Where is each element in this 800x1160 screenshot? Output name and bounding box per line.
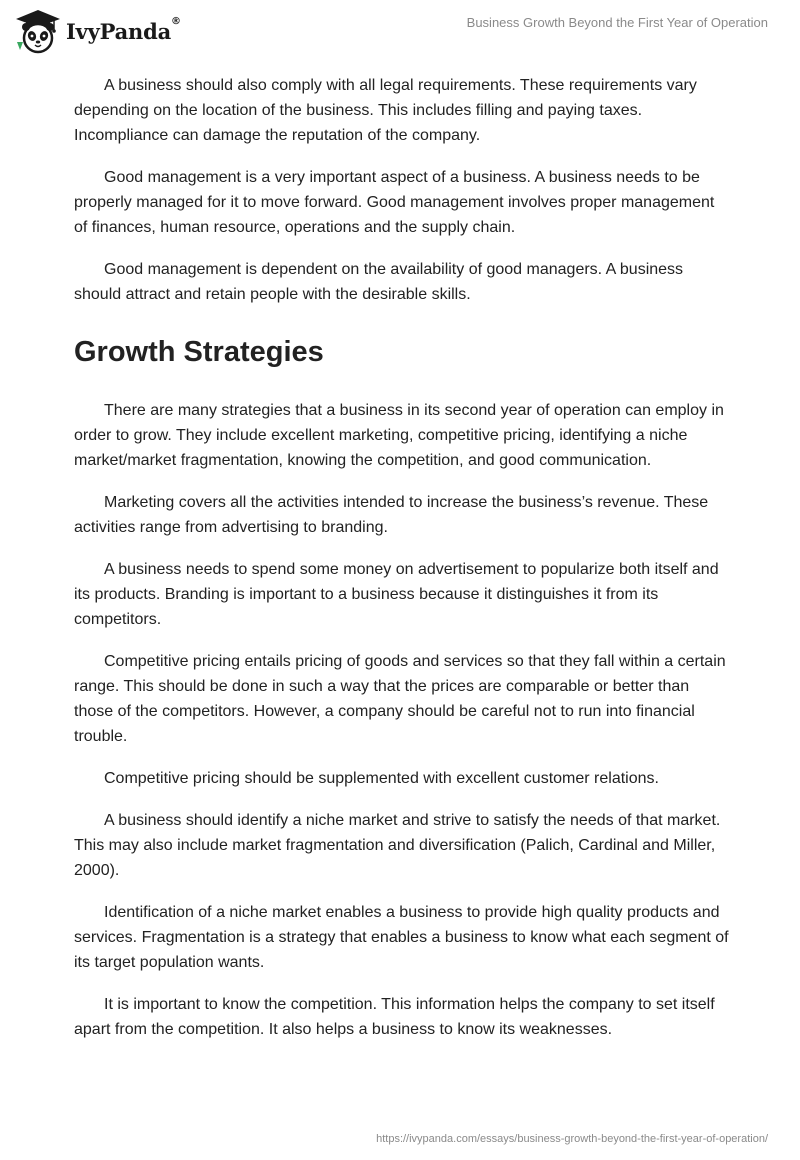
paragraph-niche-market: A business should identify a niche market and strive to satisfy the needs of that market. This may also include market fragmentation and diversification (Palich, Cardinal and Miller, 2000).: [74, 812, 721, 879]
ivypanda-logo[interactable]: [14, 8, 181, 54]
paragraph-legal-requirements: A business should also comply with all legal requirements. These requirements vary depending on the location of the business. This includes filling and paying taxes. Incompliance can damage the reputation of the company.: [74, 77, 697, 144]
paragraph-customer-relations: Competitive pricing should be supplemented with excellent customer relations.: [104, 770, 659, 787]
registered-mark: ®: [171, 15, 181, 27]
paragraph-advertisement: A business needs to spend some money on advertisement to popularize both itself and its products. Branding is important to a business because it distinguishes it from its competitors.: [74, 561, 719, 628]
paragraph-strategies-overview: There are many strategies that a business in its second year of operation can employ in order to grow. They include excellent marketing, competitive pricing, identifying a niche market/market fragmentation, knowing the competition, and good communication.: [74, 402, 724, 469]
paragraph-competitive-pricing: Competitive pricing entails pricing of goods and services so that they fall within a certain range. This should be done in such a way that the prices are comparable or better than those of the competitors. However, a company should be careful not to run into financial trouble.: [74, 653, 726, 745]
paragraph-competition: It is important to know the competition. This information helps the company to set itself apart from the competition. It also helps a business to know its weaknesses.: [74, 996, 715, 1038]
document-title: Business Growth Beyond the First Year of Operation: [466, 15, 768, 30]
paragraph-good-management: Good management is a very important aspect of a business. A business needs to be properly managed for it to move forward. Good management involves proper management of finances, human resource, operations and the supply chain.: [74, 169, 715, 236]
source-url[interactable]: https://ivypanda.com/essays/business-growth-beyond-the-first-year-of-operation/: [376, 1133, 768, 1145]
section-heading: Growth Strategies: [74, 336, 324, 368]
page-header: [0, 0, 800, 60]
essay-body: [74, 73, 730, 1059]
logo-wordmark: IvyPanda®: [66, 15, 181, 44]
paragraph-good-managers: Good management is dependent on the availability of good managers. A business should attract and retain people with the desirable skills.: [74, 261, 684, 303]
paragraph-fragmentation: Identification of a niche market enables a business to provide high quality products and services. Fragmentation is a strategy that enables a business to know what each segment of its target population wants.: [74, 904, 729, 971]
panda-graduate-logo-icon: [14, 8, 62, 54]
paragraph-marketing: Marketing covers all the activities intended to increase the business’s revenue. These activities range from advertising to branding.: [74, 494, 709, 536]
